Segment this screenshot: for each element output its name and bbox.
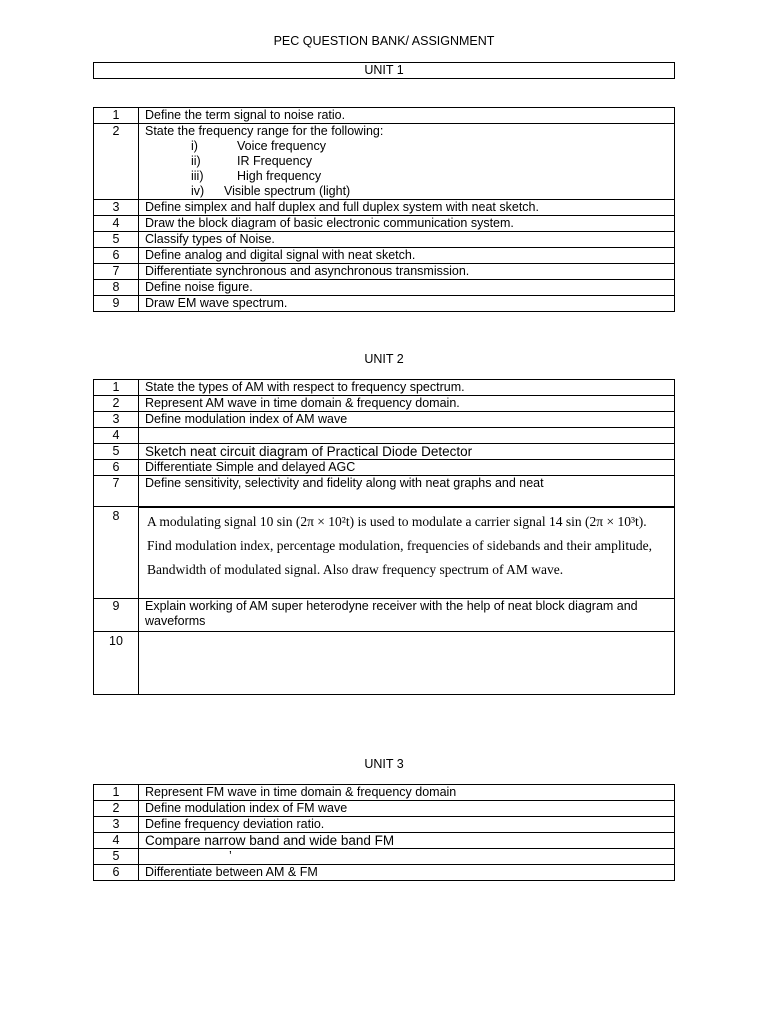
question-text: Define the term signal to noise ratio. — [139, 108, 675, 124]
question-text: Define modulation index of FM wave — [139, 801, 675, 817]
question-text: Define analog and digital signal with neat sketch. — [139, 248, 675, 264]
question-text: A modulating signal 10 sin (2π × 10²t) is used to modulate a carrier signal 14 sin (2π × 10³t). Find modulation index, percentage modulation, frequencies of sidebands and their amplitude, Bandwidth of modulated signal. Also draw frequency spectrum of AM wave. — [139, 507, 674, 598]
unit3-question-table — [93, 784, 675, 881]
table-row: 10 — [94, 632, 675, 695]
question-text: ’ — [139, 849, 675, 865]
question-text — [139, 428, 675, 444]
table-row: 9 Draw EM wave spectrum. — [94, 296, 675, 312]
question-text: Define frequency deviation ratio. — [139, 817, 675, 833]
unit2-question-table — [93, 379, 675, 695]
unit1-heading: UNIT 1 — [93, 62, 675, 79]
table-row: 6 Differentiate Simple and delayed AGC — [94, 460, 675, 476]
table-row: 7 Define sensitivity, selectivity and fidelity along with neat graphs and neat — [94, 476, 675, 507]
table-row: 5 Sketch neat circuit diagram of Practical Diode Detector — [94, 444, 675, 460]
question-text: Represent AM wave in time domain & frequency domain. — [139, 396, 675, 412]
unit1-question-table — [93, 107, 675, 312]
question-text: Differentiate Simple and delayed AGC — [139, 460, 675, 476]
table-row: 4 Compare narrow band and wide band FM — [94, 833, 675, 849]
table-row: 7 Differentiate synchronous and asynchronous transmission. — [94, 264, 675, 280]
question-text: Represent FM wave in time domain & frequency domain — [139, 785, 675, 801]
question-text: Draw EM wave spectrum. — [139, 296, 675, 312]
question-text: Differentiate synchronous and asynchronous transmission. — [139, 264, 675, 280]
table-row: 6 Define analog and digital signal with neat sketch. — [94, 248, 675, 264]
question-number: 1 — [94, 108, 139, 124]
unit3-heading: UNIT 3 — [364, 757, 404, 771]
table-row: 2 Define modulation index of FM wave — [94, 801, 675, 817]
question-text: Define simplex and half duplex and full duplex system with neat sketch. — [139, 200, 675, 216]
table-row: 3 Define modulation index of AM wave — [94, 412, 675, 428]
table-row: 8 Define noise figure. — [94, 280, 675, 296]
table-row — [94, 124, 675, 200]
question-text — [139, 632, 675, 695]
question-text: State the types of AM with respect to frequency spectrum. — [139, 380, 675, 396]
question-text: Sketch neat circuit diagram of Practical Diode Detector — [139, 444, 675, 460]
table-row: 2 Represent AM wave in time domain & frequency domain. — [94, 396, 675, 412]
table-row: 4 — [94, 428, 675, 444]
unit2-heading: UNIT 2 — [364, 352, 404, 366]
table-row: 1 Represent FM wave in time domain & frequency domain — [94, 785, 675, 801]
table-row: 3 Define frequency deviation ratio. — [94, 817, 675, 833]
question-text: Compare narrow band and wide band FM — [139, 833, 675, 849]
question-text: Define sensitivity, selectivity and fidelity along with neat graphs and neat — [139, 476, 675, 507]
table-row: 9 Explain working of AM super heterodyne receiver with the help of neat block diagram and waveforms — [94, 599, 675, 632]
table-row: 4 Draw the block diagram of basic electronic communication system. — [94, 216, 675, 232]
question-text: Differentiate between AM & FM — [139, 865, 675, 881]
table-row — [94, 108, 675, 124]
question-text: Define modulation index of AM wave — [139, 412, 675, 428]
table-row: 1 State the types of AM with respect to frequency spectrum. — [94, 380, 675, 396]
question-text: Explain working of AM super heterodyne receiver with the help of neat block diagram and waveforms — [139, 599, 675, 632]
question-text: Define noise figure. — [139, 280, 675, 296]
question-text: Draw the block diagram of basic electronic communication system. — [139, 216, 675, 232]
question-text: Classify types of Noise. — [139, 232, 675, 248]
page-title: PEC QUESTION BANK/ ASSIGNMENT — [273, 34, 495, 48]
table-row: 8 A modulating signal 10 sin (2π × 10²t) is used to modulate a carrier signal 14 sin (2π × 10³t). Find modulation index, percentage modulation, frequencies of sidebands and their amplitude, Bandwidth of modulated signal. Also draw frequency spectrum of AM wave. — [94, 507, 675, 599]
question-text: State the frequency range for the following: i) Voice frequency ii) IR Frequency iii) High frequency iv) Visible spectrum (light) — [139, 124, 675, 200]
table-row: 5 ’ — [94, 849, 675, 865]
question-number: 2 — [94, 124, 139, 200]
table-row: 3 Define simplex and half duplex and full duplex system with neat sketch. — [94, 200, 675, 216]
table-row: 5 Classify types of Noise. — [94, 232, 675, 248]
table-row: 6 Differentiate between AM & FM — [94, 865, 675, 881]
